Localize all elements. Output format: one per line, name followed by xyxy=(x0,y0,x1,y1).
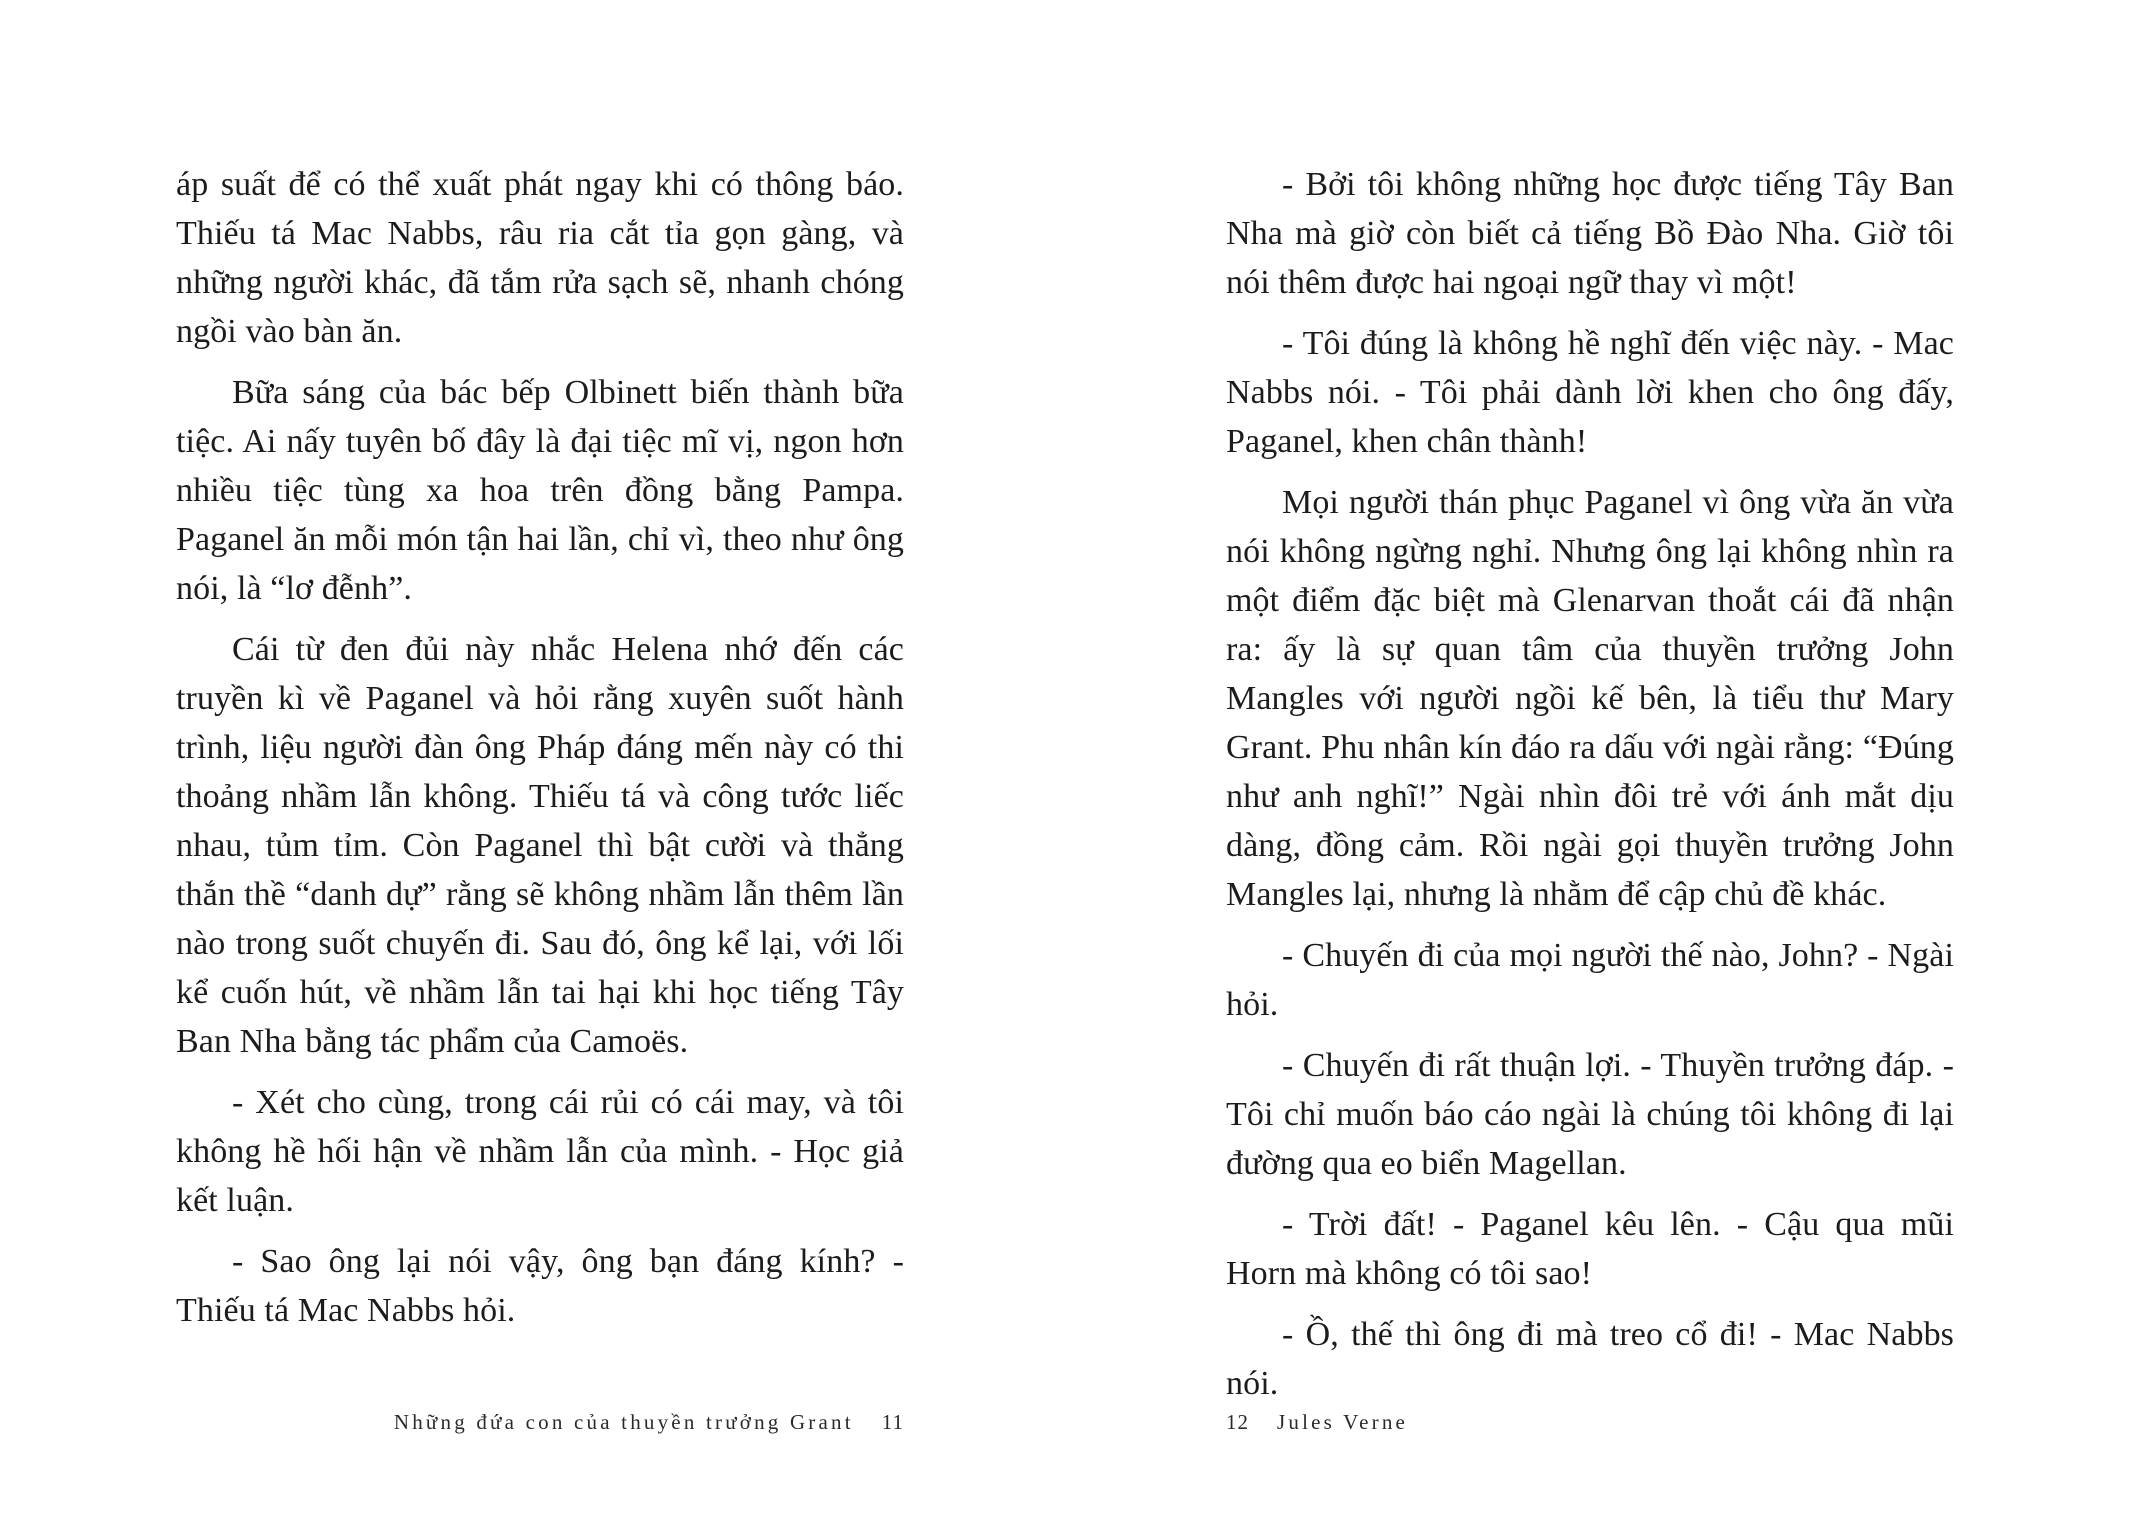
paragraph: Cái từ đen đủi này nhắc Helena nhớ đến các truyền kì về Paganel và hỏi rằng xuyên suốt hành trình, liệu người đàn ông Pháp đáng mến này có thi thoảng nhầm lẫn không. Thiếu tá và công tước liếc nhau, tủm tỉm. Còn Paganel thì bật cười và thẳng thắn thề “danh dự” rằng sẽ không nhầm lẫn thêm lần nào trong suốt chuyến đi. Sau đó, ông kể lại, với lối kể cuốn hút, về nhầm lẫn tai hại khi học tiếng Tây Ban Nha bằng tác phẩm của Camoës. xyxy=(176,631,904,1060)
paragraph: - Trời đất! - Paganel kêu lên. - Cậu qua mũi Horn mà không có tôi sao! xyxy=(1226,1206,1954,1292)
right-page xyxy=(1226,160,1954,1420)
left-page-footer xyxy=(394,1410,904,1435)
paragraph: - Tôi đúng là không hề nghĩ đến việc này. - Mac Nabbs nói. - Tôi phải dành lời khen cho ông đấy, Paganel, khen chân thành! xyxy=(1226,325,1954,460)
paragraph: - Chuyến đi của mọi người thế nào, John? - Ngài hỏi. xyxy=(1226,937,1954,1023)
paragraph: - Bởi tôi không những học được tiếng Tây Ban Nha mà giờ còn biết cả tiếng Bồ Đào Nha. Giờ tôi nói thêm được hai ngoại ngữ thay vì một! xyxy=(1226,166,1954,301)
paragraph: - Sao ông lại nói vậy, ông bạn đáng kính? - Thiếu tá Mac Nabbs hỏi. xyxy=(176,1243,904,1329)
paragraph: Mọi người thán phục Paganel vì ông vừa ăn vừa nói không ngừng nghỉ. Nhưng ông lại không nhìn ra một điểm đặc biệt mà Glenarvan thoắt cái đã nhận ra: ấy là sự quan tâm của thuyền trưởng John Mangles với người ngồi kế bên, là tiểu thư Mary Grant. Phu nhân kín đáo ra dấu với ngài rằng: “Đúng như anh nghĩ!” Ngài nhìn đôi trẻ với ánh mắt dịu dàng, đồng cảm. Rồi ngài gọi thuyền trưởng John Mangles lại, nhưng là nhằm để cập chủ đề khác. xyxy=(1226,484,1954,913)
paragraph: áp suất để có thể xuất phát ngay khi có thông báo. Thiếu tá Mac Nabbs, râu ria cắt tỉa gọn gàng, và những người khác, đã tắm rửa sạch sẽ, nhanh chóng ngồi vào bàn ăn. xyxy=(176,166,904,350)
page-number: 12 xyxy=(1226,1410,1249,1434)
paragraph: Bữa sáng của bác bếp Olbinett biến thành bữa tiệc. Ai nấy tuyên bố đây là đại tiệc mĩ vị, ngon hơn nhiều tiệc tùng xa hoa trên đồng bằng Pampa. Paganel ăn mỗi món tận hai lần, chỉ vì, theo như ông nói, là “lơ đễnh”. xyxy=(176,374,904,607)
paragraph: - Chuyến đi rất thuận lợi. - Thuyền trưởng đáp. - Tôi chỉ muốn báo cáo ngài là chúng tôi không đi lại đường qua eo biển Magellan. xyxy=(1226,1047,1954,1182)
left-page xyxy=(176,160,904,1347)
running-head-author: Jules Verne xyxy=(1277,1410,1409,1434)
running-head-book-title: Những đứa con của thuyền trưởng Grant xyxy=(393,1410,854,1434)
paragraph: - Ồ, thế thì ông đi mà treo cổ đi! - Mac Nabbs nói. xyxy=(1226,1316,1954,1402)
paragraph: - Xét cho cùng, trong cái rủi có cái may, và tôi không hề hối hận về nhầm lẫn của mình. - Học giả kết luận. xyxy=(176,1084,904,1219)
page-number: 11 xyxy=(881,1410,904,1434)
right-page-text xyxy=(1226,160,1954,1408)
left-page-text xyxy=(176,160,904,1335)
right-page-footer xyxy=(1226,1410,1408,1435)
